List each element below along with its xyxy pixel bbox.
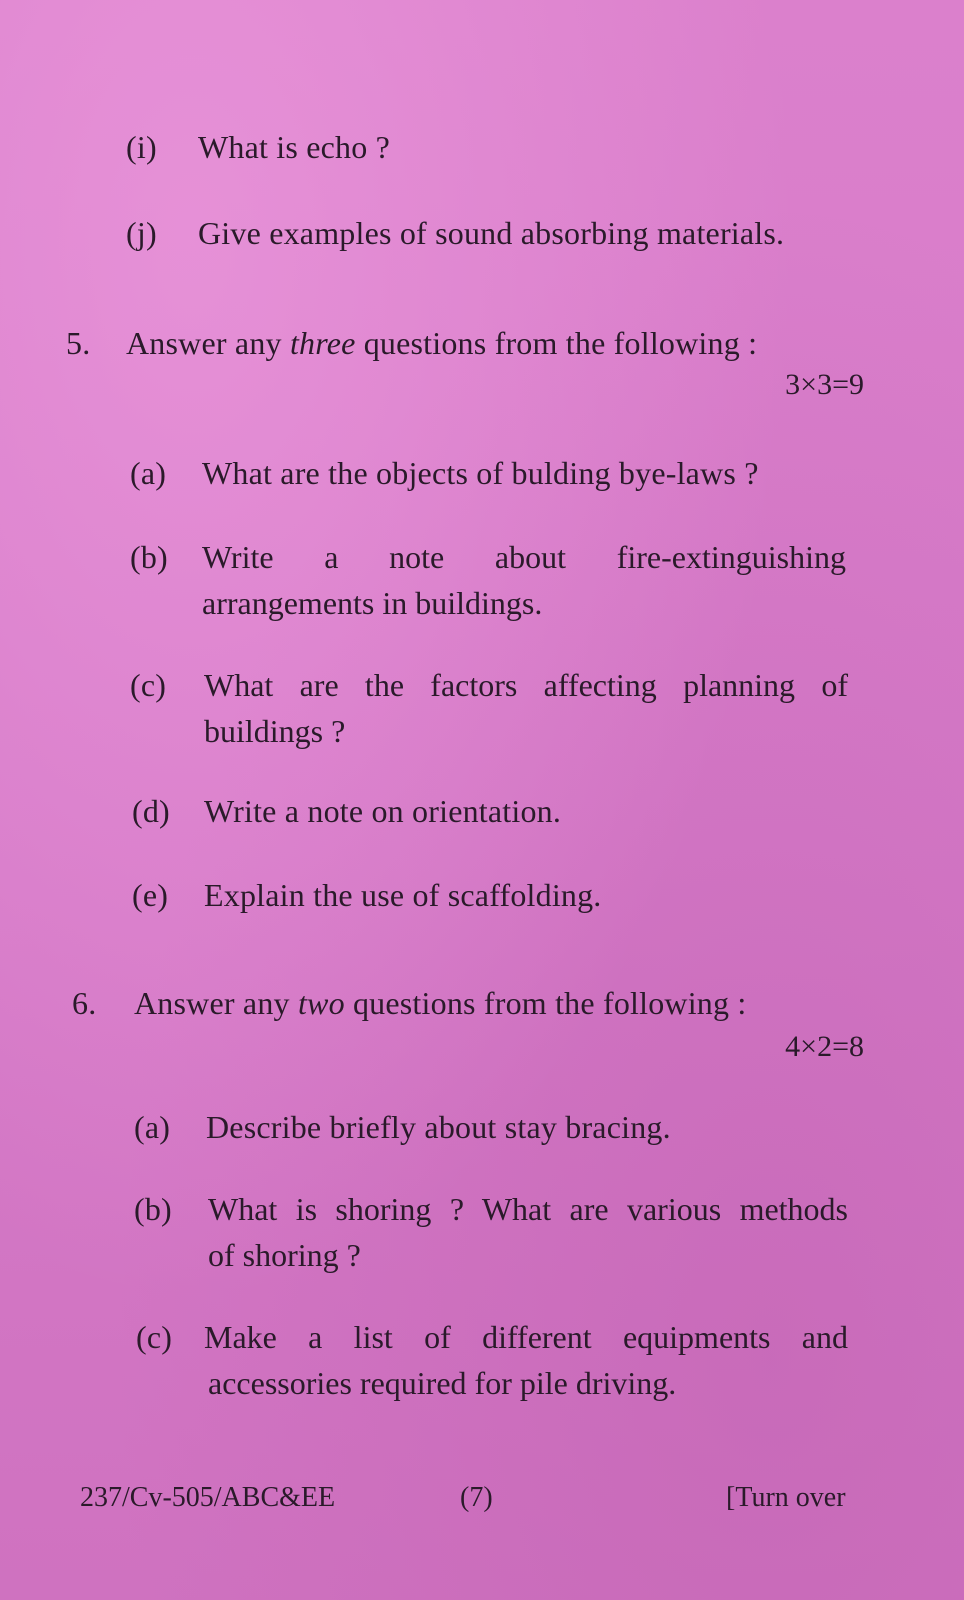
question-text-after: questions from the following : <box>355 325 758 361</box>
question-5d <box>132 788 561 834</box>
item-text: What is echo ? <box>198 129 391 165</box>
question-6b <box>134 1186 206 1232</box>
question-number: 5. <box>66 325 91 361</box>
question-5a <box>130 450 759 496</box>
question-text-before: Answer any <box>126 325 290 361</box>
question-6b-line1: What is shoring ? What are various methods <box>208 1191 848 1227</box>
turn-over: [Turn over <box>726 1482 846 1513</box>
item-label: (b) <box>130 539 168 575</box>
question-6-marks: 4×2=8 <box>785 1030 864 1063</box>
item-label: (c) <box>130 667 167 703</box>
item-label: (b) <box>134 1191 172 1227</box>
item-label: (c) <box>136 1319 173 1355</box>
question-6c-line1: Make a list of different equipments and <box>204 1319 848 1355</box>
question-5e <box>132 872 602 918</box>
question-4i <box>126 124 390 170</box>
question-text-before: Answer any <box>134 985 298 1021</box>
question-4j <box>126 210 784 256</box>
question-5-heading <box>66 320 757 366</box>
question-5c-line2: buildings ? <box>204 713 346 749</box>
paper-code: 237/Cv-505/ABC&EE <box>80 1482 336 1513</box>
question-5c-line1: What are the factors affecting planning of <box>204 667 848 703</box>
question-5c <box>130 662 202 708</box>
page-number: (7) <box>460 1482 493 1513</box>
question-5b <box>130 534 202 580</box>
question-5b-line2: arrangements in buildings. <box>202 585 543 621</box>
item-label: (a) <box>134 1109 171 1145</box>
question-text-emphasis: two <box>297 985 345 1021</box>
question-text-emphasis: three <box>289 325 356 361</box>
item-text: Describe briefly about stay bracing. <box>206 1109 671 1145</box>
question-5b-line1: Write a note about fire-extinguishing <box>202 539 846 575</box>
question-6-heading <box>72 980 747 1026</box>
question-6b-line2: of shoring ? <box>208 1237 361 1273</box>
question-6a <box>134 1104 671 1150</box>
item-label: (j) <box>126 215 157 251</box>
item-text: Explain the use of scaffolding. <box>204 877 602 913</box>
item-label: (d) <box>132 793 170 829</box>
question-number: 6. <box>72 985 97 1021</box>
item-text: Give examples of sound absorbing materials. <box>198 215 785 251</box>
item-text: Write a note on orientation. <box>204 793 562 829</box>
item-label: (e) <box>132 877 169 913</box>
question-text-after: questions from the following : <box>344 985 747 1021</box>
question-6c-line2: accessories required for pile driving. <box>208 1365 677 1401</box>
question-5-marks: 3×3=9 <box>785 368 864 401</box>
question-6c <box>136 1314 208 1360</box>
item-label: (a) <box>130 455 167 491</box>
item-label: (i) <box>126 129 157 165</box>
item-text: What are the objects of bulding bye-laws ? <box>202 455 759 491</box>
